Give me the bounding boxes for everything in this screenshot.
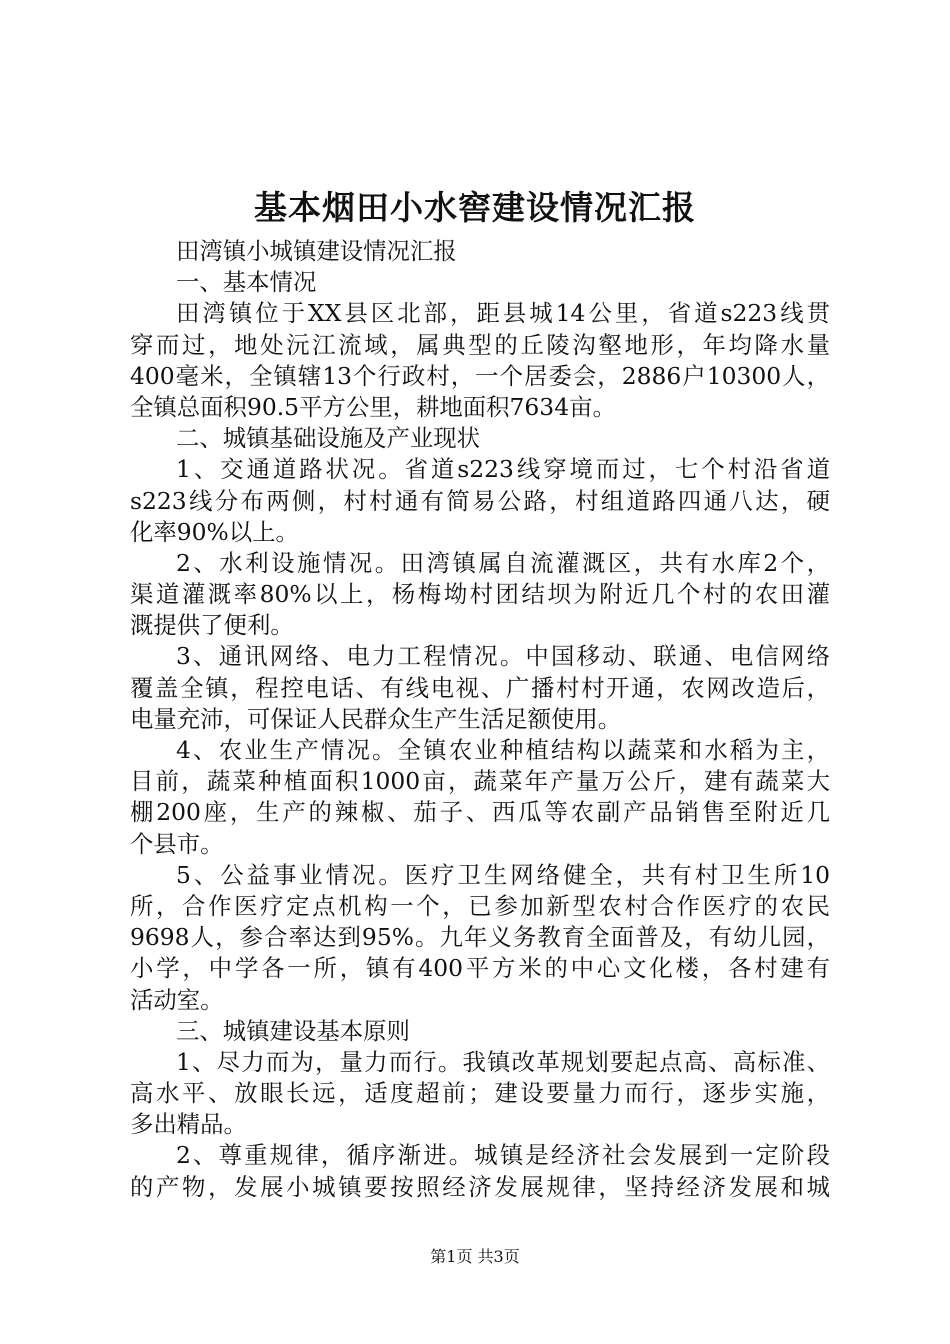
text-line: s223线分布两侧，村村通有简易公路，村组道路四通八达，硬 xyxy=(130,486,830,515)
text-line: 小学，中学各一所，镇有400平方米的中心文化楼，各村建有 xyxy=(130,954,830,983)
text-line: 高水平、放眼长远，适度超前；建设要量力而行，逐步实施， xyxy=(130,1079,830,1108)
text-line: 4、农业生产情况。全镇农业种植结构以蔬菜和水稻为主， xyxy=(176,736,830,764)
section-heading: 三、城镇建设基本原则 xyxy=(176,1016,410,1045)
text-line: 棚200座，生产的辣椒、茄子、西瓜等农副产品销售至附近几 xyxy=(130,798,830,827)
text-line: 电量充沛，可保证人民群众生产生活足额使用。 xyxy=(130,704,622,733)
text-line: 2、水利设施情况。田湾镇属自流灌溉区，共有水库2个， xyxy=(176,548,830,577)
text-line: 的产物，发展小城镇要按照经济发展规律，坚持经济发展和城 xyxy=(130,1172,830,1201)
text-line: 全镇总面积90.5平方公里，耕地面积7634亩。 xyxy=(130,392,616,421)
text-line: 400毫米，全镇辖13个行政村，一个居委会，2886户10300人， xyxy=(130,361,830,390)
text-line: 2、尊重规律，循序渐进。城镇是经济社会发展到一定阶段 xyxy=(176,1141,830,1170)
subtitle-line: 田湾镇小城镇建设情况汇报 xyxy=(176,237,457,265)
text-line: 穿而过，地处沅江流域，属典型的丘陵沟壑地形，年均降水量 xyxy=(130,330,830,359)
text-line: 1、交通道路状况。省道s223线穿境而过，七个村沿省道 xyxy=(176,455,830,484)
text-line: 活动室。 xyxy=(130,985,224,1014)
text-line: 个县市。 xyxy=(130,829,224,858)
text-line: 覆盖全镇，程控电话、有线电视、广播村村开通，农网改造后， xyxy=(130,673,830,702)
document-body xyxy=(130,236,830,1203)
section-heading: 二、城镇基础设施及产业现状 xyxy=(176,424,481,453)
text-line: 化率90%以上。 xyxy=(130,517,299,546)
text-line: 9698人，参合率达到95%。九年义务教育全面普及，有幼儿园， xyxy=(130,923,830,952)
text-line: 1、尽力而为，量力而行。我镇改革规划要起点高、高标准、 xyxy=(176,1047,830,1076)
section-heading: 一、基本情况 xyxy=(176,268,317,297)
text-line: 田湾镇位于XX县区北部，距县城14公里，省道s223线贯 xyxy=(176,299,830,328)
document-title: 基本烟田小水窖建设情况汇报 xyxy=(254,188,696,227)
text-line: 溉提供了便利。 xyxy=(130,611,294,640)
page-number: 第1页 共3页 xyxy=(430,1247,520,1266)
text-line: 3、通讯网络、电力工程情况。中国移动、联通、电信网络 xyxy=(176,642,830,671)
text-line: 渠道灌溉率80%以上，杨梅坳村团结坝为附近几个村的农田灌 xyxy=(130,580,830,609)
text-line: 5、公益事业情况。医疗卫生网络健全，共有村卫生所10 xyxy=(176,860,830,889)
text-line: 目前，蔬菜种植面积1000亩，蔬菜年产量万公斤，建有蔬菜大 xyxy=(130,767,830,796)
text-line: 所，合作医疗定点机构一个，已参加新型农村合作医疗的农民 xyxy=(130,891,830,920)
text-line: 多出精品。 xyxy=(130,1110,247,1139)
